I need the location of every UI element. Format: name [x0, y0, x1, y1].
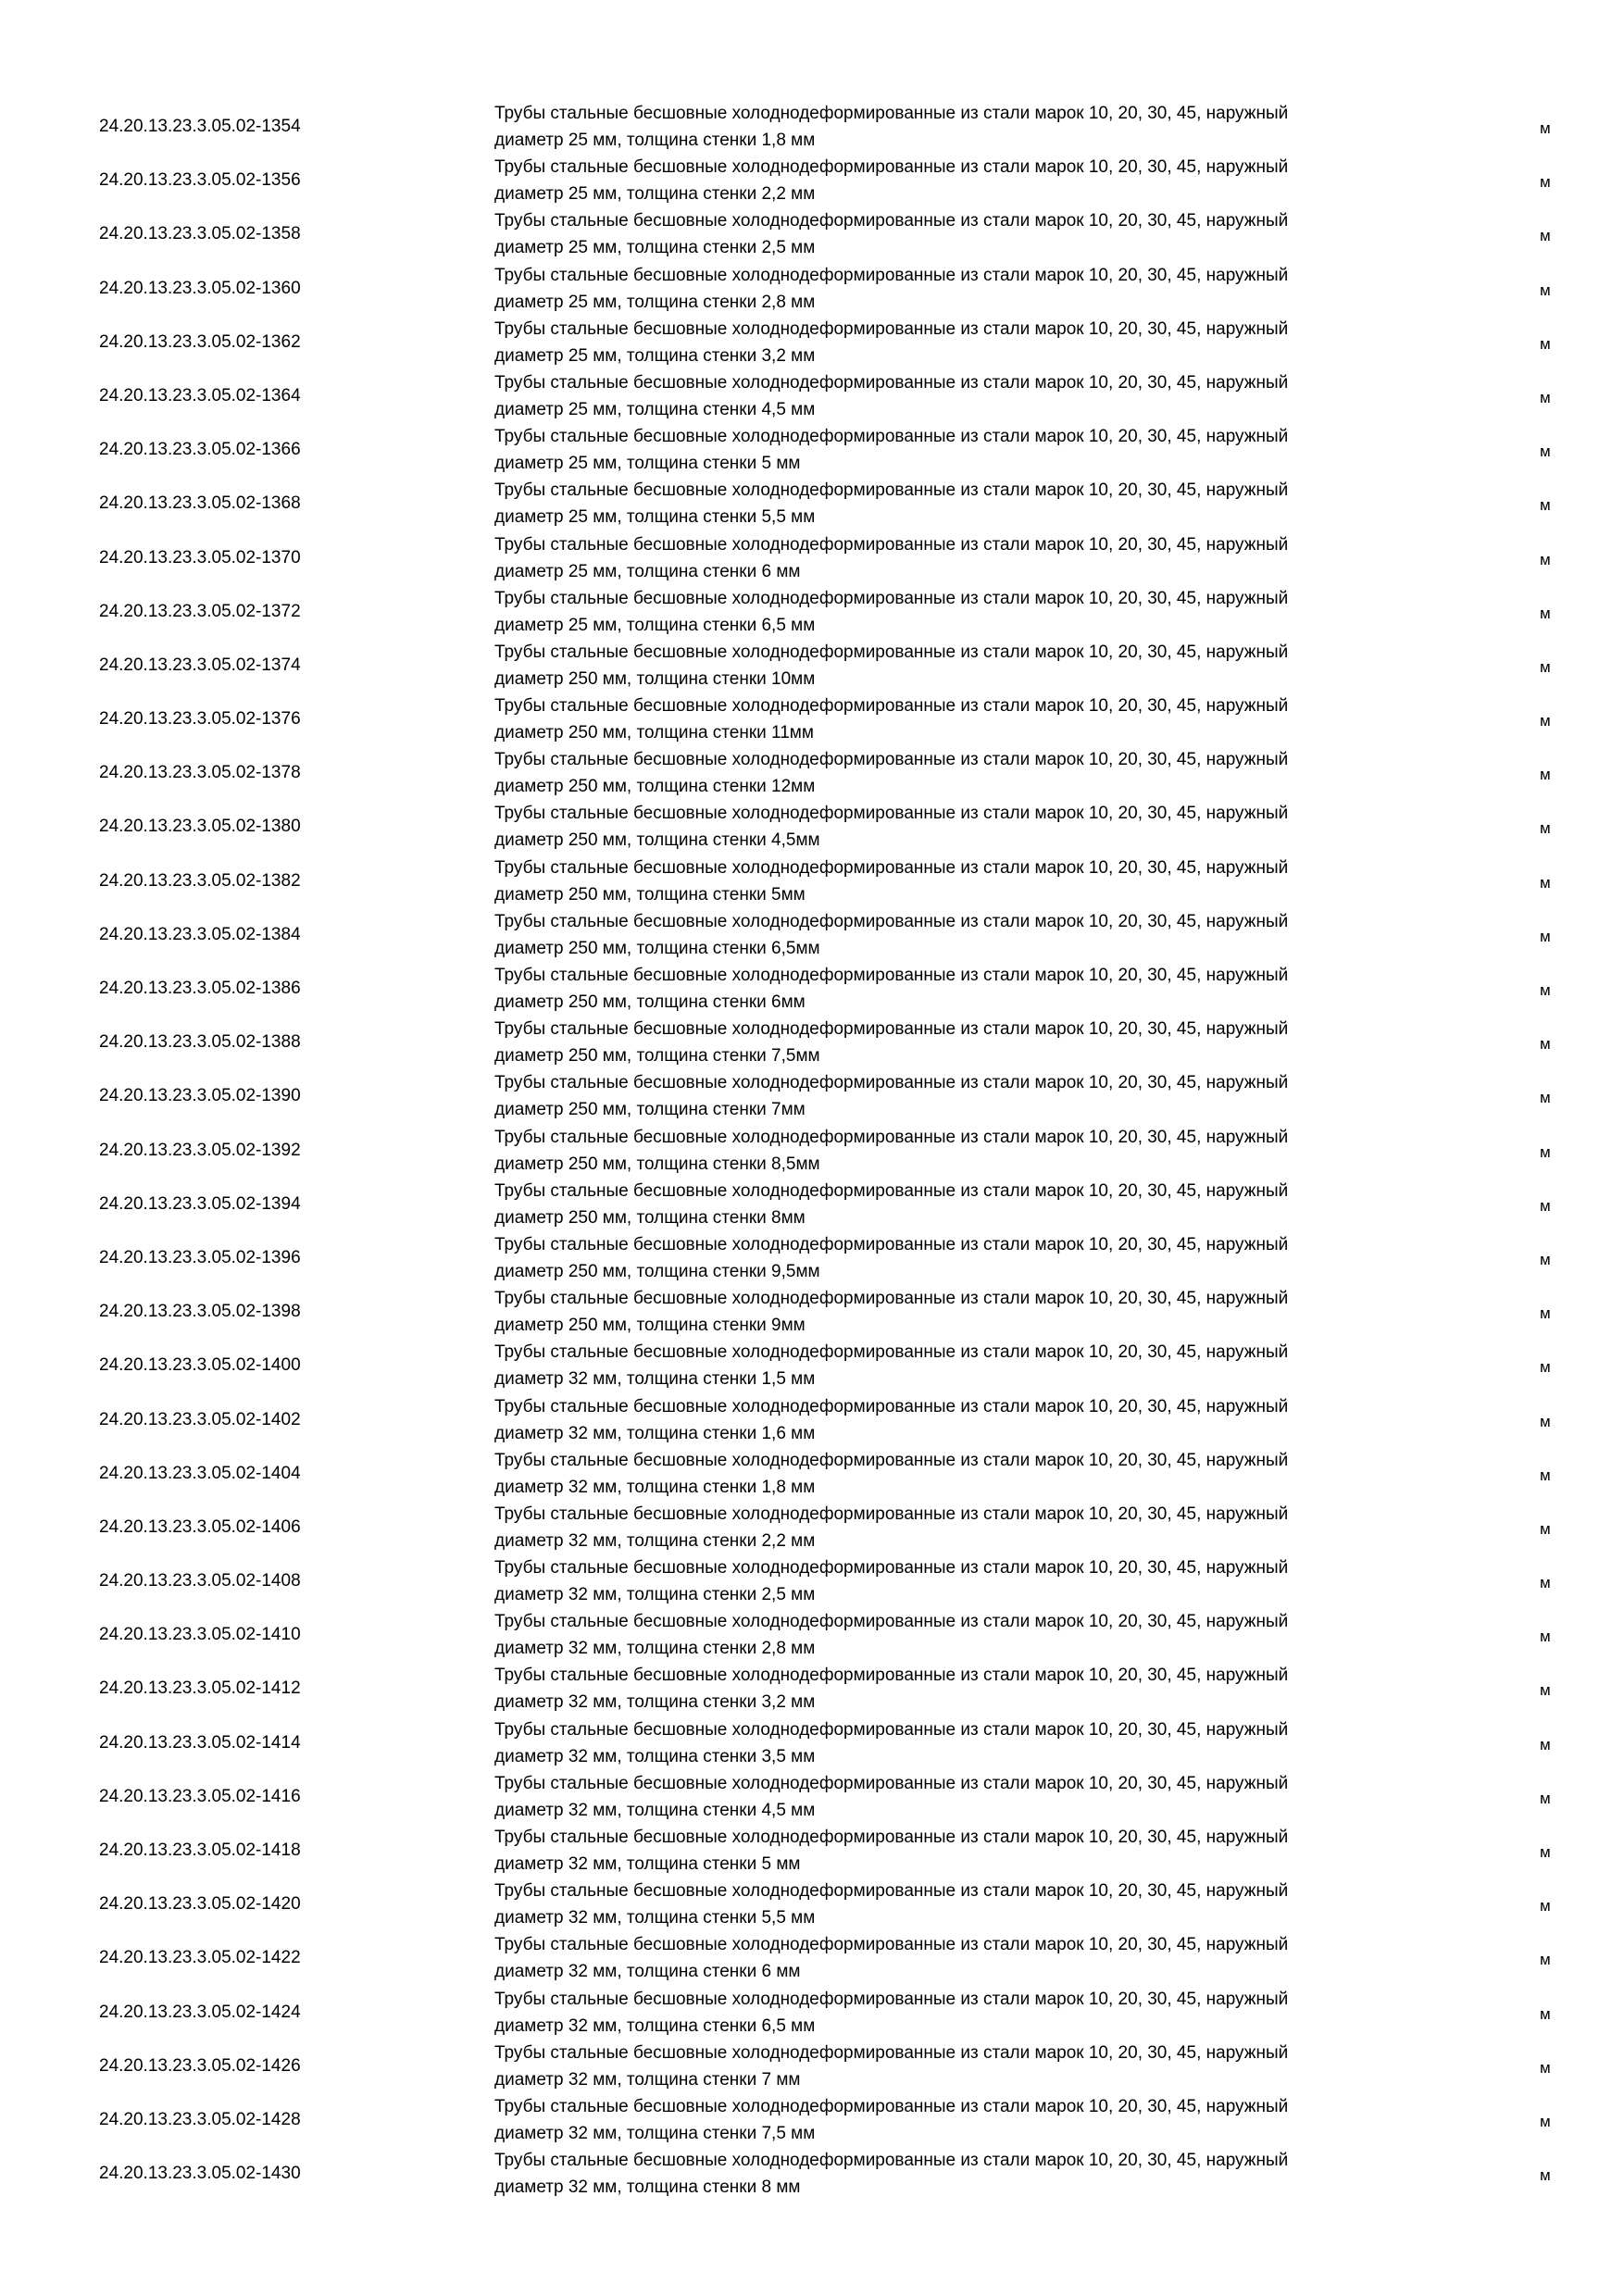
description-line-1: Трубы стальные бесшовные холоднодеформированные из стали марок 10, 20, 30, 45, наружный	[494, 211, 1289, 231]
unit-of-measure: м	[1540, 496, 1551, 515]
table-row	[0, 531, 1624, 585]
table-row	[0, 1770, 1624, 1824]
resource-description	[494, 2093, 1420, 2147]
resource-description	[494, 1662, 1420, 1716]
unit-of-measure: м	[1540, 819, 1551, 838]
resource-description	[494, 1285, 1420, 1339]
resource-description	[494, 2147, 1420, 2201]
unit-of-measure: м	[1540, 173, 1551, 192]
resource-code: 24.20.13.23.3.05.02-1424	[99, 2002, 301, 2022]
resource-description	[494, 1878, 1420, 1931]
description-line-2: диаметр 32 мм, толщина стенки 6,5 мм	[494, 2015, 816, 2036]
resource-code: 24.20.13.23.3.05.02-1392	[99, 1140, 301, 1160]
description-line-2: диаметр 25 мм, толщина стенки 6 мм	[494, 561, 801, 581]
resource-description	[494, 369, 1420, 423]
unit-of-measure: м	[1540, 550, 1551, 568]
resource-description	[494, 1554, 1420, 1608]
table-row	[0, 262, 1624, 316]
description-line-2: диаметр 32 мм, толщина стенки 6 мм	[494, 1962, 801, 1982]
resource-description	[494, 423, 1420, 477]
unit-of-measure: м	[1540, 388, 1551, 406]
table-row	[0, 477, 1624, 530]
resource-code: 24.20.13.23.3.05.02-1406	[99, 1516, 301, 1537]
description-line-1: Трубы стальные бесшовные холоднодеформированные из стали марок 10, 20, 30, 45, наружный	[494, 1019, 1289, 1040]
table-row	[0, 369, 1624, 423]
description-line-1: Трубы стальные бесшовные холоднодеформированные из стали марок 10, 20, 30, 45, наружный	[494, 1719, 1289, 1740]
table-row	[0, 639, 1624, 693]
resource-code: 24.20.13.23.3.05.02-1430	[99, 2164, 301, 2184]
resource-description	[494, 1931, 1420, 1985]
resource-description	[494, 1069, 1420, 1123]
description-line-1: Трубы стальные бесшовные холоднодеформированные из стали марок 10, 20, 30, 45, наружный	[494, 911, 1289, 931]
unit-of-measure: м	[1540, 1358, 1551, 1377]
resource-code: 24.20.13.23.3.05.02-1368	[99, 493, 301, 514]
unit-of-measure: м	[1540, 1897, 1551, 1915]
table-row	[0, 1016, 1624, 1069]
description-line-1: Трубы стальные бесшовные холоднодеформированные из стали марок 10, 20, 30, 45, наружный	[494, 1828, 1289, 1847]
description-line-1: Трубы стальные бесшовные холоднодеформированные из стали марок 10, 20, 30, 45, наружный	[494, 588, 1289, 608]
description-line-2: диаметр 32 мм, толщина стенки 7,5 мм	[494, 2123, 816, 2143]
resource-description	[494, 1447, 1420, 1501]
description-line-2: диаметр 32 мм, толщина стенки 1,8 мм	[494, 1477, 816, 1497]
unit-of-measure: м	[1540, 119, 1551, 137]
description-line-1: Трубы стальные бесшовные холоднодеформированные из стали марок 10, 20, 30, 45, наружный	[494, 1396, 1289, 1416]
unit-of-measure: м	[1540, 1628, 1551, 1646]
description-line-2: диаметр 250 мм, толщина стенки 4,5мм	[494, 830, 820, 851]
description-line-2: диаметр 25 мм, толщина стенки 2,5 мм	[494, 238, 816, 258]
resource-description	[494, 1178, 1420, 1231]
resource-code: 24.20.13.23.3.05.02-1404	[99, 1463, 301, 1483]
description-line-1: Трубы стальные бесшовные холоднодеформированные из стали марок 10, 20, 30, 45, наружный	[494, 1935, 1289, 1955]
description-line-2: диаметр 32 мм, толщина стенки 5,5 мм	[494, 1908, 816, 1928]
resource-description	[494, 639, 1420, 693]
resource-code: 24.20.13.23.3.05.02-1384	[99, 924, 301, 944]
table-row	[0, 746, 1624, 800]
table-row	[0, 316, 1624, 369]
resource-code: 24.20.13.23.3.05.02-1388	[99, 1032, 301, 1053]
description-line-1: Трубы стальные бесшовные холоднодеформированные из стали марок 10, 20, 30, 45, наружный	[494, 1773, 1289, 1793]
resource-description	[494, 531, 1420, 585]
resource-code: 24.20.13.23.3.05.02-1426	[99, 2055, 301, 2076]
resource-code: 24.20.13.23.3.05.02-1412	[99, 1678, 301, 1699]
description-line-1: Трубы стальные бесшовные холоднодеформированные из стали марок 10, 20, 30, 45, наружный	[494, 318, 1289, 339]
table-row	[0, 1339, 1624, 1392]
description-line-2: диаметр 32 мм, толщина стенки 4,5 мм	[494, 1800, 816, 1820]
description-line-2: диаметр 25 мм, толщина стенки 5,5 мм	[494, 507, 816, 528]
resource-code: 24.20.13.23.3.05.02-1418	[99, 1841, 301, 1860]
table-row	[0, 1069, 1624, 1123]
resource-description	[494, 1339, 1420, 1392]
description-line-2: диаметр 25 мм, толщина стенки 5 мм	[494, 454, 801, 474]
resource-description	[494, 2040, 1420, 2093]
table-row	[0, 1716, 1624, 1770]
resource-code: 24.20.13.23.3.05.02-1422	[99, 1948, 301, 1968]
unit-of-measure: м	[1540, 1250, 1551, 1268]
table-row	[0, 962, 1624, 1016]
unit-of-measure: м	[1540, 443, 1551, 461]
unit-of-measure: м	[1540, 1574, 1551, 1592]
resource-code: 24.20.13.23.3.05.02-1354	[99, 117, 301, 136]
resource-description	[494, 1124, 1420, 1178]
description-line-2: диаметр 32 мм, толщина стенки 1,5 мм	[494, 1369, 816, 1390]
description-line-1: Трубы стальные бесшовные холоднодеформированные из стали марок 10, 20, 30, 45, наружный	[494, 1989, 1289, 2009]
table-row	[0, 1393, 1624, 1447]
description-line-1: Трубы стальные бесшовные холоднодеформированные из стали марок 10, 20, 30, 45, наружный	[494, 1342, 1289, 1363]
table-row	[0, 1931, 1624, 1985]
table-row	[0, 2040, 1624, 2093]
resource-description	[494, 855, 1420, 908]
description-line-2: диаметр 32 мм, толщина стенки 2,8 мм	[494, 1639, 816, 1659]
resource-code: 24.20.13.23.3.05.02-1358	[99, 224, 301, 244]
description-line-2: диаметр 32 мм, толщина стенки 3,2 мм	[494, 1692, 816, 1713]
resource-code: 24.20.13.23.3.05.02-1396	[99, 1247, 301, 1267]
description-line-1: Трубы стальные бесшовные холоднодеформированные из стали марок 10, 20, 30, 45, наружный	[494, 1180, 1289, 1201]
description-line-1: Трубы стальные бесшовные холоднодеформированные из стали марок 10, 20, 30, 45, наружный	[494, 1612, 1289, 1632]
table-row	[0, 1447, 1624, 1501]
description-line-1: Трубы стальные бесшовные холоднодеформированные из стали марок 10, 20, 30, 45, наружный	[494, 750, 1289, 770]
table-row	[0, 1986, 1624, 2040]
price-list-table	[0, 100, 1624, 2201]
description-line-1: Трубы стальные бесшовные холоднодеформированные из стали марок 10, 20, 30, 45, наружный	[494, 1127, 1289, 1147]
description-line-2: диаметр 250 мм, толщина стенки 7мм	[494, 1100, 806, 1120]
description-line-1: Трубы стальные бесшовные холоднодеформированные из стали марок 10, 20, 30, 45, наружный	[494, 696, 1289, 717]
resource-description	[494, 262, 1420, 316]
table-row	[0, 1824, 1624, 1878]
unit-of-measure: м	[1540, 712, 1551, 730]
description-line-2: диаметр 25 мм, толщина стенки 4,5 мм	[494, 399, 816, 419]
unit-of-measure: м	[1540, 1951, 1551, 1969]
resource-code: 24.20.13.23.3.05.02-1372	[99, 601, 301, 621]
table-row	[0, 423, 1624, 477]
resource-description	[494, 1770, 1420, 1824]
table-row	[0, 1124, 1624, 1178]
description-line-2: диаметр 32 мм, толщина стенки 2,5 мм	[494, 1585, 816, 1605]
description-line-1: Трубы стальные бесшовные холоднодеформированные из стали марок 10, 20, 30, 45, наружный	[494, 2042, 1289, 2063]
description-line-2: диаметр 250 мм, толщина стенки 8,5мм	[494, 1154, 820, 1174]
resource-description	[494, 1608, 1420, 1662]
table-row	[0, 693, 1624, 746]
description-line-2: диаметр 32 мм, толщина стенки 5 мм	[494, 1854, 801, 1874]
unit-of-measure: м	[1540, 227, 1551, 245]
description-line-2: диаметр 250 мм, толщина стенки 9мм	[494, 1316, 806, 1336]
resource-description	[494, 746, 1420, 800]
description-line-1: Трубы стальные бесшовные холоднодеформированные из стали марок 10, 20, 30, 45, наружный	[494, 804, 1289, 824]
description-line-1: Трубы стальные бесшовные холоднодеформированные из стали марок 10, 20, 30, 45, наружный	[494, 372, 1289, 393]
table-row	[0, 1285, 1624, 1339]
unit-of-measure: м	[1540, 981, 1551, 999]
table-row	[0, 207, 1624, 261]
resource-code: 24.20.13.23.3.05.02-1428	[99, 2109, 301, 2129]
table-row	[0, 855, 1624, 908]
unit-of-measure: м	[1540, 873, 1551, 892]
unit-of-measure: м	[1540, 281, 1551, 299]
description-line-1: Трубы стальные бесшовные холоднодеформированные из стали марок 10, 20, 30, 45, наружный	[494, 1234, 1289, 1254]
unit-of-measure: м	[1540, 1304, 1551, 1323]
resource-description	[494, 316, 1420, 369]
description-line-2: диаметр 25 мм, толщина стенки 3,2 мм	[494, 345, 816, 366]
description-line-2: диаметр 250 мм, толщина стенки 11мм	[494, 723, 814, 743]
description-line-2: диаметр 25 мм, толщина стенки 2,8 мм	[494, 292, 816, 312]
description-line-1: Трубы стальные бесшовные холоднодеформированные из стали марок 10, 20, 30, 45, наружный	[494, 966, 1289, 985]
unit-of-measure: м	[1540, 2058, 1551, 2077]
unit-of-measure: м	[1540, 657, 1551, 676]
description-line-1: Трубы стальные бесшовные холоднодеформированные из стали марок 10, 20, 30, 45, наружный	[494, 157, 1289, 178]
description-line-2: диаметр 250 мм, толщина стенки 10мм	[494, 668, 816, 689]
unit-of-measure: м	[1540, 1142, 1551, 1161]
table-row	[0, 1662, 1624, 1716]
unit-of-measure: м	[1540, 1789, 1551, 1807]
resource-code: 24.20.13.23.3.05.02-1376	[99, 709, 301, 730]
resource-code: 24.20.13.23.3.05.02-1408	[99, 1571, 301, 1591]
resource-description	[494, 100, 1420, 154]
table-row	[0, 1231, 1624, 1285]
table-row	[0, 1554, 1624, 1608]
resource-description	[494, 1016, 1420, 1069]
resource-code: 24.20.13.23.3.05.02-1410	[99, 1625, 301, 1645]
resource-description	[494, 154, 1420, 207]
unit-of-measure: м	[1540, 2166, 1551, 2185]
resource-description	[494, 800, 1420, 854]
resource-description	[494, 693, 1420, 746]
table-row	[0, 1608, 1624, 1662]
table-row	[0, 154, 1624, 207]
table-row	[0, 1501, 1624, 1554]
resource-description	[494, 585, 1420, 639]
resource-description	[494, 1231, 1420, 1285]
unit-of-measure: м	[1540, 604, 1551, 622]
table-row	[0, 908, 1624, 962]
resource-description	[494, 477, 1420, 530]
description-line-1: Трубы стальные бесшовные холоднодеформированные из стали марок 10, 20, 30, 45, наружный	[494, 2096, 1289, 2116]
unit-of-measure: м	[1540, 1843, 1551, 1861]
resource-description	[494, 962, 1420, 1016]
resource-code: 24.20.13.23.3.05.02-1362	[99, 331, 301, 352]
description-line-1: Трубы стальные бесшовные холоднодеформированные из стали марок 10, 20, 30, 45, наружный	[494, 265, 1289, 285]
description-line-1: Трубы стальные бесшовные холоднодеформированные из стали марок 10, 20, 30, 45, наружный	[494, 1881, 1289, 1902]
resource-code: 24.20.13.23.3.05.02-1360	[99, 278, 301, 298]
unit-of-measure: м	[1540, 766, 1551, 784]
resource-code: 24.20.13.23.3.05.02-1420	[99, 1894, 301, 1915]
description-line-1: Трубы стальные бесшовные холоднодеформированные из стали марок 10, 20, 30, 45, наружный	[494, 104, 1289, 123]
resource-description	[494, 1986, 1420, 2040]
resource-code: 24.20.13.23.3.05.02-1382	[99, 870, 301, 891]
description-line-2: диаметр 32 мм, толщина стенки 3,5 мм	[494, 1746, 816, 1766]
description-line-1: Трубы стальные бесшовные холоднодеформированные из стали марок 10, 20, 30, 45, наружный	[494, 534, 1289, 555]
unit-of-measure: м	[1540, 1035, 1551, 1054]
resource-description	[494, 207, 1420, 261]
resource-description	[494, 908, 1420, 962]
description-line-2: диаметр 25 мм, толщина стенки 2,2 мм	[494, 184, 816, 205]
resource-code: 24.20.13.23.3.05.02-1398	[99, 1302, 301, 1322]
unit-of-measure: м	[1540, 927, 1551, 945]
description-line-1: Трубы стальные бесшовные холоднодеформированные из стали марок 10, 20, 30, 45, наружный	[494, 1666, 1289, 1686]
resource-code: 24.20.13.23.3.05.02-1386	[99, 979, 301, 998]
resource-code: 24.20.13.23.3.05.02-1394	[99, 1193, 301, 1214]
description-line-1: Трубы стальные бесшовные холоднодеформированные из стали марок 10, 20, 30, 45, наружный	[494, 2151, 1289, 2171]
description-line-2: диаметр 32 мм, толщина стенки 1,6 мм	[494, 1423, 816, 1443]
table-row	[0, 1878, 1624, 1931]
resource-code: 24.20.13.23.3.05.02-1402	[99, 1409, 301, 1429]
description-line-1: Трубы стальные бесшовные холоднодеформированные из стали марок 10, 20, 30, 45, наружный	[494, 1450, 1289, 1470]
description-line-2: диаметр 250 мм, толщина стенки 6мм	[494, 992, 806, 1012]
description-line-1: Трубы стальные бесшовные холоднодеформированные из стали марок 10, 20, 30, 45, наружный	[494, 1504, 1289, 1524]
table-row	[0, 2147, 1624, 2201]
resource-description	[494, 1501, 1420, 1554]
description-line-2: диаметр 25 мм, толщина стенки 1,8 мм	[494, 131, 816, 150]
unit-of-measure: м	[1540, 2112, 1551, 2130]
unit-of-measure: м	[1540, 1519, 1551, 1538]
resource-code: 24.20.13.23.3.05.02-1378	[99, 763, 301, 783]
unit-of-measure: м	[1540, 1466, 1551, 1484]
resource-code: 24.20.13.23.3.05.02-1416	[99, 1786, 301, 1806]
resource-code: 24.20.13.23.3.05.02-1374	[99, 655, 301, 675]
resource-code: 24.20.13.23.3.05.02-1380	[99, 817, 301, 837]
description-line-2: диаметр 32 мм, толщина стенки 7 мм	[494, 2069, 801, 2090]
description-line-2: диаметр 32 мм, толщина стенки 8 мм	[494, 2177, 801, 2198]
resource-description	[494, 1393, 1420, 1447]
resource-code: 24.20.13.23.3.05.02-1370	[99, 547, 301, 568]
table-row	[0, 585, 1624, 639]
description-line-1: Трубы стальные бесшовные холоднодеформированные из стали марок 10, 20, 30, 45, наружный	[494, 1289, 1289, 1309]
description-line-2: диаметр 32 мм, толщина стенки 2,2 мм	[494, 1530, 816, 1551]
unit-of-measure: м	[1540, 1681, 1551, 1700]
unit-of-measure: м	[1540, 334, 1551, 353]
resource-code: 24.20.13.23.3.05.02-1400	[99, 1355, 301, 1376]
description-line-2: диаметр 250 мм, толщина стенки 5мм	[494, 884, 806, 905]
resource-description	[494, 1824, 1420, 1878]
description-line-1: Трубы стальные бесшовные холоднодеформированные из стали марок 10, 20, 30, 45, наружный	[494, 642, 1289, 662]
unit-of-measure: м	[1540, 1196, 1551, 1215]
unit-of-measure: м	[1540, 2004, 1551, 2023]
description-line-2: диаметр 250 мм, толщина стенки 8мм	[494, 1207, 806, 1228]
resource-code: 24.20.13.23.3.05.02-1366	[99, 440, 301, 460]
description-line-1: Трубы стальные бесшовные холоднодеформированные из стали марок 10, 20, 30, 45, наружный	[494, 857, 1289, 878]
description-line-1: Трубы стальные бесшовные холоднодеформированные из стали марок 10, 20, 30, 45, наружный	[494, 1558, 1289, 1578]
resource-code: 24.20.13.23.3.05.02-1364	[99, 385, 301, 406]
resource-description	[494, 1716, 1420, 1770]
table-row	[0, 1178, 1624, 1231]
description-line-2: диаметр 250 мм, толщина стенки 9,5мм	[494, 1261, 820, 1281]
description-line-1: Трубы стальные бесшовные холоднодеформированные из стали марок 10, 20, 30, 45, наружный	[494, 480, 1289, 501]
unit-of-measure: м	[1540, 1412, 1551, 1430]
resource-code: 24.20.13.23.3.05.02-1356	[99, 170, 301, 191]
table-row	[0, 2093, 1624, 2147]
description-line-1: Трубы стальные бесшовные холоднодеформированные из стали марок 10, 20, 30, 45, наружный	[494, 1073, 1289, 1093]
description-line-2: диаметр 25 мм, толщина стенки 6,5 мм	[494, 615, 816, 635]
description-line-2: диаметр 250 мм, толщина стенки 7,5мм	[494, 1046, 820, 1067]
unit-of-measure: м	[1540, 1735, 1551, 1753]
table-row	[0, 100, 1624, 154]
description-line-1: Трубы стальные бесшовные холоднодеформированные из стали марок 10, 20, 30, 45, наружный	[494, 427, 1289, 447]
resource-code: 24.20.13.23.3.05.02-1414	[99, 1732, 301, 1753]
resource-code: 24.20.13.23.3.05.02-1390	[99, 1086, 301, 1106]
description-line-2: диаметр 250 мм, толщина стенки 12мм	[494, 777, 816, 797]
description-line-2: диаметр 250 мм, толщина стенки 6,5мм	[494, 938, 820, 958]
unit-of-measure: м	[1540, 1089, 1551, 1107]
table-row	[0, 800, 1624, 854]
